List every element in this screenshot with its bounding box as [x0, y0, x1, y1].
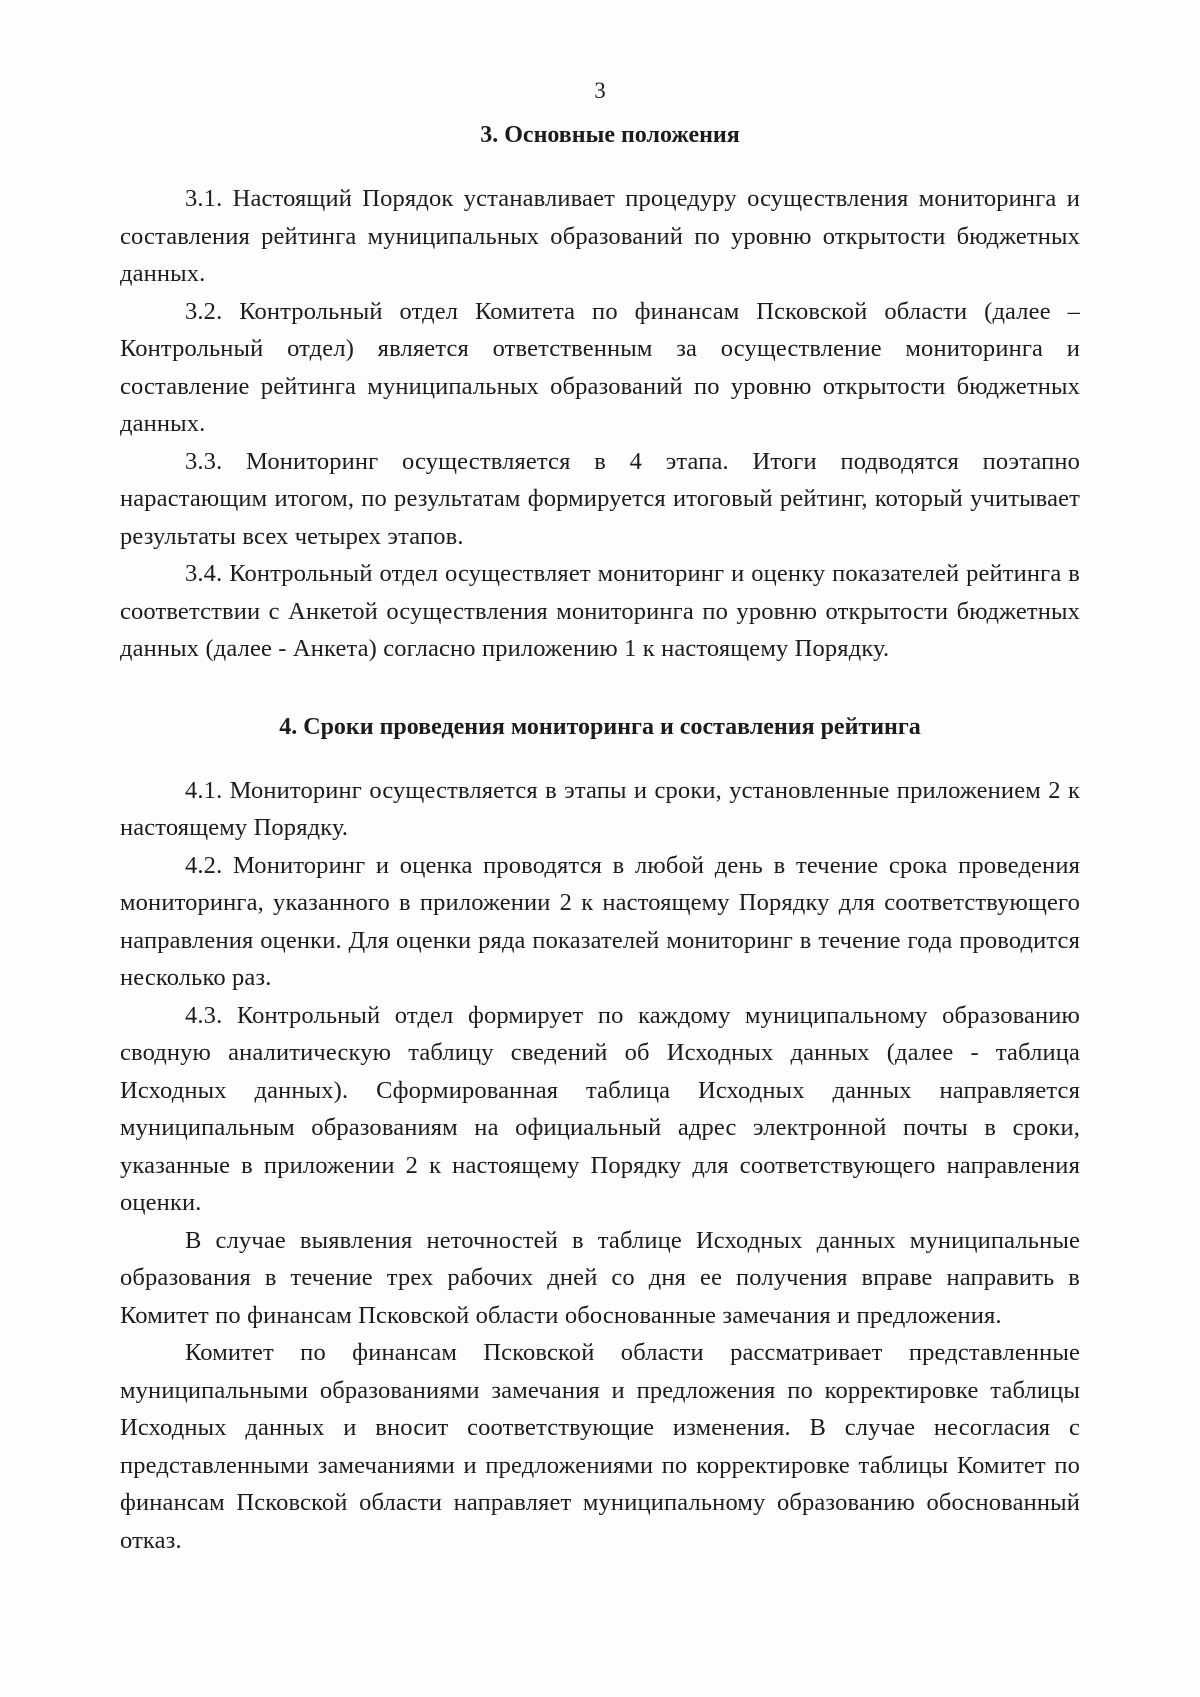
paragraph-4-3-review: Комитет по финансам Псковской области рассматривает представленные муниципальными образованиями замечания и предложения по корректировке таблицы Исходных данных и вносит соответствующие изменения. В случае несогласия с представленными замечаниями и предложениями по корректировке таблицы Комитет по финансам Псковской области направляет муниципальному образованию обоснованный отказ. — [120, 1339, 1080, 1554]
page-number: 3 — [594, 78, 606, 103]
paragraph-4-1: 4.1. Мониторинг осуществляется в этапы и сроки, установленные приложением 2 к настоящему Порядку. — [120, 776, 1080, 841]
paragraph-4-3: 4.3. Контрольный отдел формирует по каждому муниципальному образованию сводную аналитическую таблицу сведений об Исходных данных (далее - таблица Исходных данных). Сформированная таблица Исходных данных направляется муниципальным образованиям на официальный адрес электронной почты в сроки, указанные в приложении 2 к настоящему Порядку для соответствующего направления оценки. — [120, 1001, 1080, 1216]
paragraph-4-3-corrections: В случае выявления неточностей в таблице Исходных данных муниципальные образования в течение трех рабочих дней со дня ее получения вправе направить в Комитет по финансам Псковской области обоснованные замечания и предложения. — [120, 1226, 1080, 1329]
section-4-heading: 4. Сроки проведения мониторинга и составления рейтинга — [279, 713, 921, 740]
paragraph-3-1: 3.1. Настоящий Порядок устанавливает процедуру осуществления мониторинга и составления рейтинга муниципальных образований по уровню открытости бюджетных данных. — [120, 185, 1080, 287]
paragraph-3-3: 3.3. Мониторинг осуществляется в 4 этапа. Итоги подводятся поэтапно нарастающим итогом, по результатам формируется итоговый рейтинг, который учитывает результаты всех четырех этапов. — [120, 447, 1080, 550]
section-3-heading: 3. Основные положения — [480, 122, 740, 148]
paragraph-3-2: 3.2. Контрольный отдел Комитета по финансам Псковской области (далее – Контрольный отдел) является ответственным за осуществление мониторинга и составление рейтинга муниципальных образований по уровню открытости бюджетных данных. — [120, 297, 1080, 437]
document-body — [120, 118, 1080, 1559]
paragraph-4-2: 4.2. Мониторинг и оценка проводятся в любой день в течение срока проведения мониторинга, указанного в приложении 2 к настоящему Порядку для соответствующего направления оценки. Для оценки ряда показателей мониторинг в течение года проводится несколько раз. — [120, 851, 1080, 991]
paragraph-3-4: 3.4. Контрольный отдел осуществляет мониторинг и оценку показателей рейтинга в соответствии с Анкетой осуществления мониторинга по уровню открытости бюджетных данных (далее - Анкета) согласно приложению 1 к настоящему Порядку. — [120, 560, 1080, 662]
